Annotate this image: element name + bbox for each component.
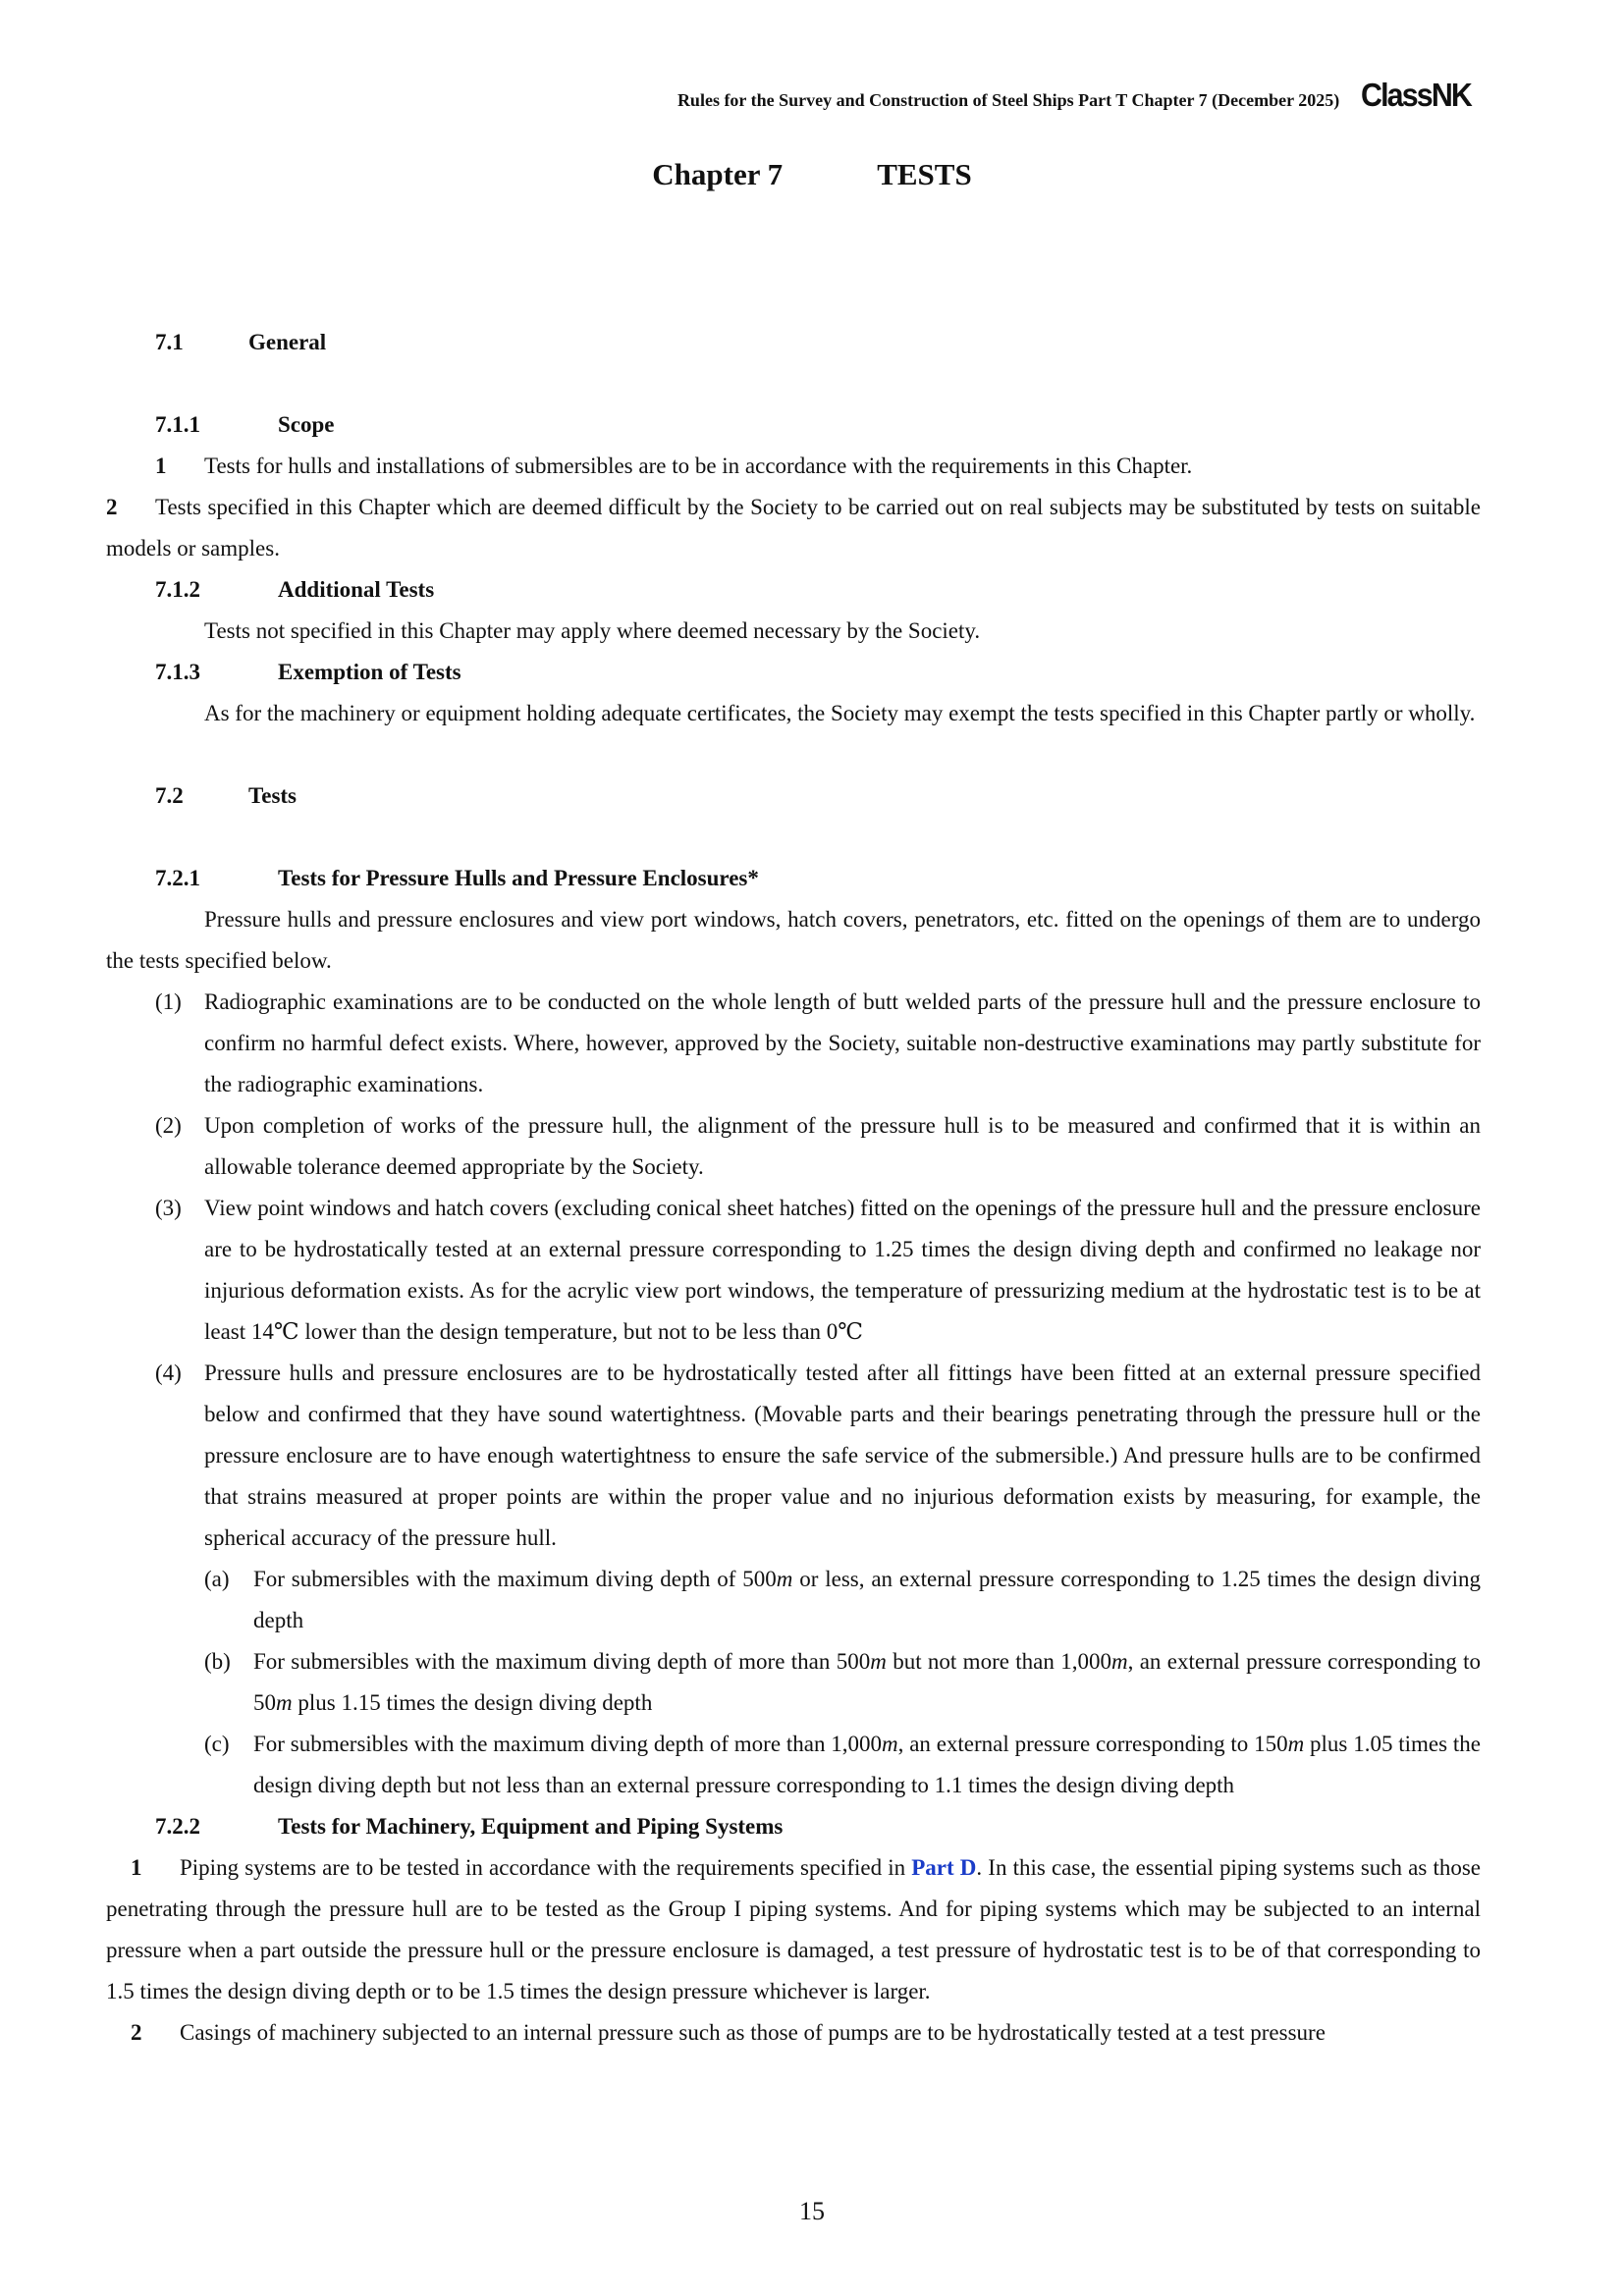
paragraph-7-1-1-1: 1 Tests for hulls and installations of submersibles are to be in accordance with the requirements in this Chapter. xyxy=(155,454,1193,478)
sub-item-a: (a) For submersibles with the maximum diving depth of 500m or less, an external pressure corresponding to 1.25 times the design diving depth xyxy=(204,1567,1481,1632)
chapter-number: Chapter 7 xyxy=(652,157,784,191)
section-heading-7-2: 7.2 Tests xyxy=(155,783,297,808)
sub-item-b: (b) For submersibles with the maximum diving depth of more than 500m but not more than 1,000m, an external pressure corresponding to 50m plus 1.15 times the design diving depth xyxy=(204,1649,1481,1715)
chapter-heading xyxy=(0,157,1624,192)
page-number: 15 xyxy=(799,2197,825,2225)
running-title: Rules for the Survey and Construction of Steel Ships Part T Chapter 7 (December 2025) xyxy=(677,90,1340,110)
paragraph-7-1-2: Tests not specified in this Chapter may apply where deemed necessary by the Society. xyxy=(204,618,981,643)
list-item-4: (4) Pressure hulls and pressure enclosures are to be hydrostatically tested after all fittings have been fitted at an external pressure specified below and confirmed that they have sound watertightness. (Movable parts and their bearings penetrating through the pressure hull or the pressure enclosure are to have enough watertightness to ensure the safe service of the submersible.) And pressure hulls are to be confirmed that strains measured at proper points are within the proper value and no injurious deformation exists by measuring, for example, the spherical accuracy of the pressure hull. xyxy=(155,1361,1481,1550)
paragraph-7-2-2-1: 1 Piping systems are to be tested in accordance with the requirements specified in Part D. In this case, the essential piping systems such as those penetrating through the pressure hull are to be tested as the Group I piping systems. And for piping systems which may be subjected to an internal pressure when a part outside the pressure hull or the pressure enclosure is damaged, a test pressure of hydrostatic test is to be of that corresponding to 1.5 times the design diving depth or to be 1.5 times the design pressure whichever is larger. xyxy=(106,1855,1481,2003)
list-item-3: (3) View point windows and hatch covers (excluding conical sheet hatches) fitted on the openings of the pressure hull and the pressure enclosure are to be hydrostatically tested at an external pressure corresponding to 1.25 times the design diving depth and confirmed no leakage nor injurious deformation exists. As for the acrylic view port windows, the temperature of pressurizing medium at the hydrostatic test is to be at least 14℃ lower than the design temperature, but not to be less than 0℃ xyxy=(155,1196,1481,1344)
sub-item-c: (c) For submersibles with the maximum diving depth of more than 1,000m, an external pressure corresponding to 150m plus 1.05 times the design diving depth but not less than an external pressure corresponding to 1.1 times the design diving depth xyxy=(204,1732,1481,1797)
section-heading-7-2-1: 7.2.1 Tests for Pressure Hulls and Pressure Enclosures* xyxy=(155,866,759,890)
section-heading-7-1-1: 7.1.1 Scope xyxy=(155,412,335,437)
paragraph-7-1-3: As for the machinery or equipment holding adequate certificates, the Society may exempt the tests specified in this Chapter partly or wholly. xyxy=(204,701,1476,725)
section-heading-7-1-2: 7.1.2 Additional Tests xyxy=(155,577,435,602)
classnk-logo: ClassNK xyxy=(1361,77,1472,113)
list-item-1: (1) Radiographic examinations are to be conducted on the whole length of butt welded parts of the pressure hull and the pressure enclosure to confirm no harmful defect exists. Where, however, approved by the Society, suitable non-destructive examinations may partly substitute for the radiographic examinations. xyxy=(155,989,1481,1096)
section-heading-7-1: 7.1 General xyxy=(155,330,327,354)
paragraph-7-2-2-2: 2 Casings of machinery subjected to an internal pressure such as those of pumps are to be hydrostatically tested at a test pressure xyxy=(131,2020,1326,2045)
chapter-title: TESTS xyxy=(877,157,972,191)
section-heading-7-2-2: 7.2.2 Tests for Machinery, Equipment and Piping Systems xyxy=(155,1814,784,1839)
section-heading-7-1-3: 7.1.3 Exemption of Tests xyxy=(155,660,461,684)
running-header xyxy=(677,79,1481,111)
paragraph-7-2-1-intro: Pressure hulls and pressure enclosures and view port windows, hatch covers, penetrators, etc. fitted on the openings of them are to undergo the tests specified below. xyxy=(106,907,1481,973)
part-d-link[interactable]: Part D xyxy=(911,1855,977,1880)
list-item-2: (2) Upon completion of works of the pressure hull, the alignment of the pressure hull is to be measured and confirmed that it is within an allowable tolerance deemed appropriate by the Society. xyxy=(155,1113,1481,1179)
document-body xyxy=(106,322,1481,2054)
paragraph-7-1-1-2: 2 Tests specified in this Chapter which are deemed difficult by the Society to be carried out on real subjects may be substituted by tests on suitable models or samples. xyxy=(106,495,1481,561)
